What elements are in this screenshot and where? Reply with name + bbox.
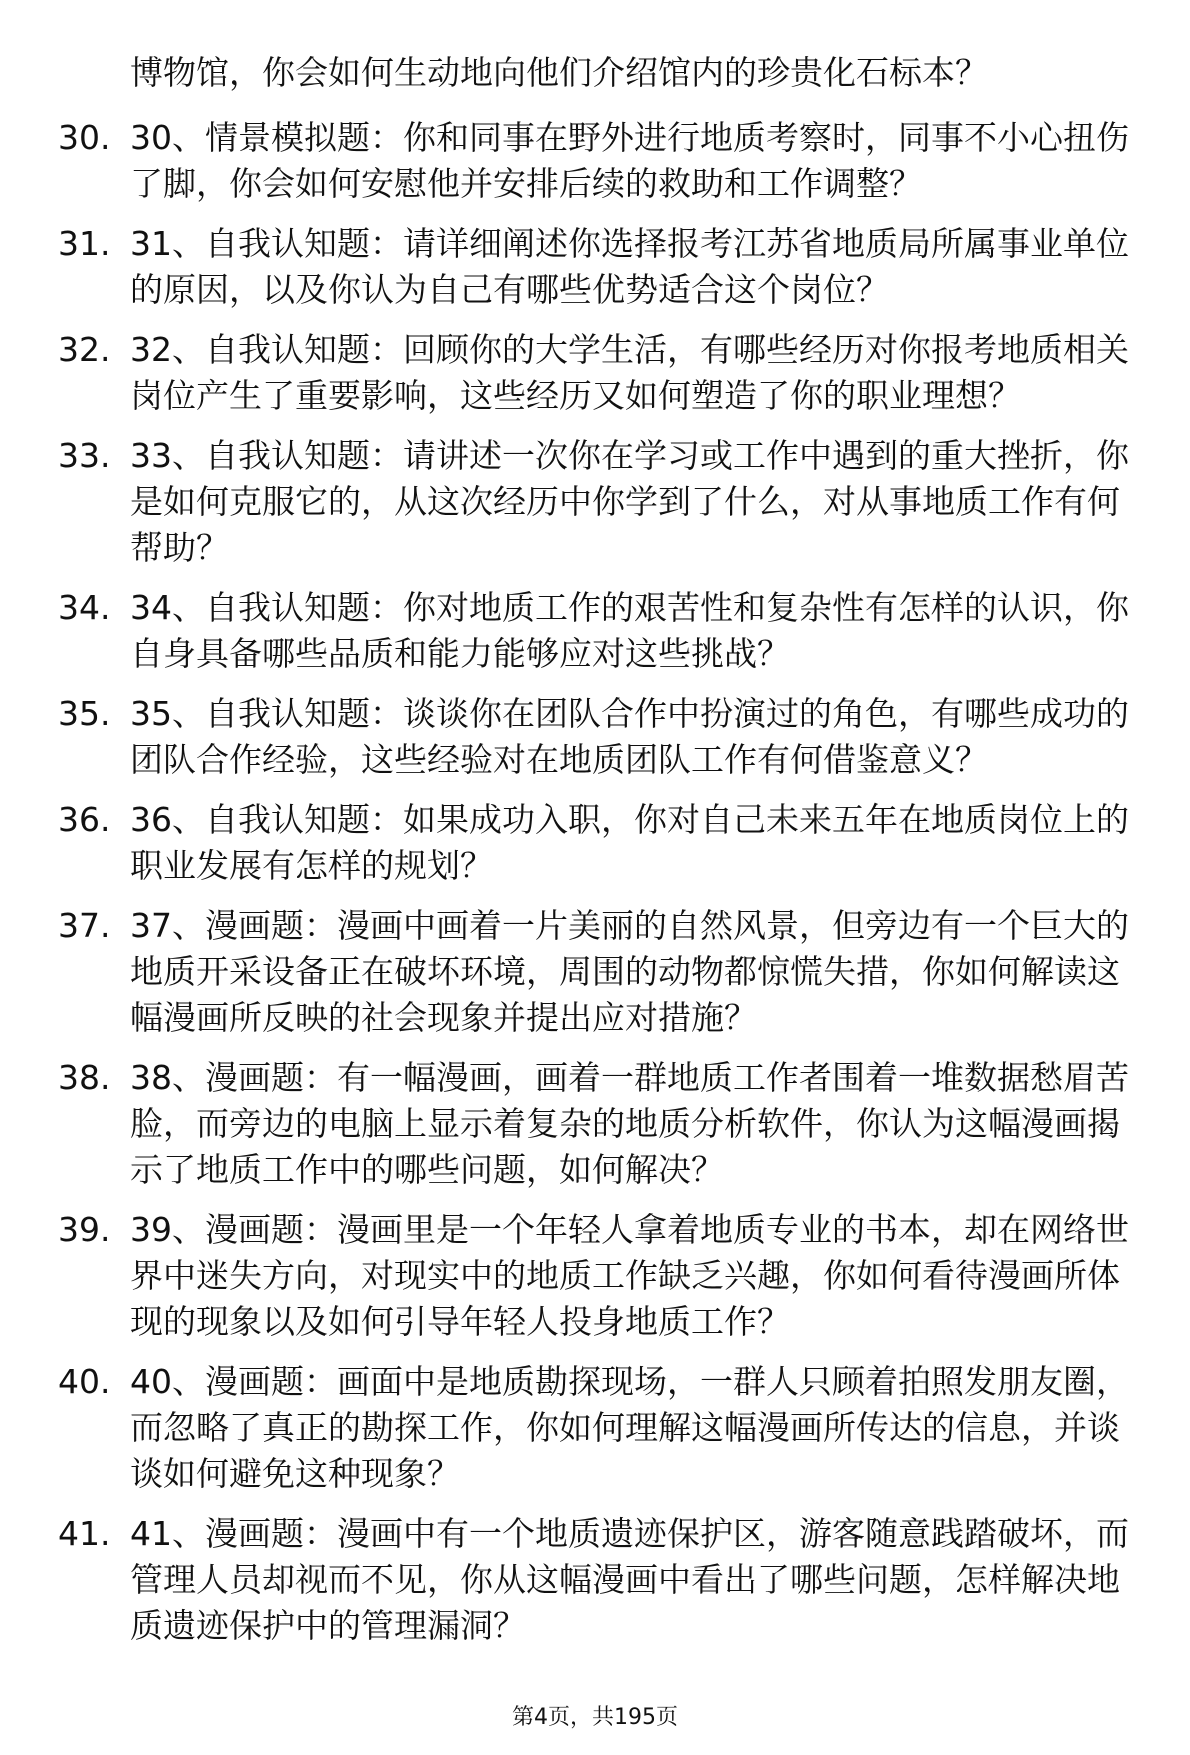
question-number: 35. bbox=[58, 694, 111, 733]
question-text: 33、自我认知题：请讲述一次你在学习或工作中遇到的重大挫折，你是如何克服它的，从这次经历中你学到了什么，对从事地质工作有何帮助？ bbox=[130, 436, 1129, 567]
question-text: 35、自我认知题：谈谈你在团队合作中扮演过的角色，有哪些成功的团队合作经验，这些经验对在地质团队工作有何借鉴意义？ bbox=[130, 694, 1129, 779]
question-item bbox=[0, 797, 1190, 889]
question-item bbox=[0, 585, 1190, 677]
question-item bbox=[0, 221, 1190, 313]
question-number: 40. bbox=[58, 1362, 111, 1401]
question-number: 33. bbox=[58, 436, 111, 475]
page-footer: 第4页，共195页 bbox=[512, 1705, 678, 1730]
question-text: 40、漫画题：画面中是地质勘探现场，一群人只顾着拍照发朋友圈，而忽略了真正的勘探工作，你如何理解这幅漫画所传达的信息，并谈谈如何避免这种现象？ bbox=[130, 1362, 1129, 1493]
question-text: 30、情景模拟题：你和同事在野外进行地质考察时，同事不小心扭伤了脚，你会如何安慰他并安排后续的救助和工作调整？ bbox=[130, 118, 1129, 203]
question-text: 41、漫画题：漫画中有一个地质遗迹保护区，游客随意践踏破坏，而管理人员却视而不见，你从这幅漫画中看出了哪些问题，怎样解决地质遗迹保护中的管理漏洞？ bbox=[130, 1514, 1129, 1645]
question-text: 37、漫画题：漫画中画着一片美丽的自然风景，但旁边有一个巨大的地质开采设备正在破坏环境，周围的动物都惊慌失措，你如何解读这幅漫画所反映的社会现象并提出应对措施？ bbox=[130, 906, 1129, 1037]
question-text: 34、自我认知题：你对地质工作的艰苦性和复杂性有怎样的认识，你自身具备哪些品质和能力能够应对这些挑战？ bbox=[130, 588, 1129, 673]
question-item bbox=[0, 1207, 1190, 1345]
question-number: 36. bbox=[58, 800, 111, 839]
question-item bbox=[0, 327, 1190, 419]
question-item bbox=[0, 903, 1190, 1041]
question-number: 34. bbox=[58, 588, 111, 627]
question-item bbox=[0, 115, 1190, 207]
question-list bbox=[0, 115, 1190, 1663]
question-item bbox=[0, 691, 1190, 783]
question-item bbox=[0, 433, 1190, 571]
question-number: 39. bbox=[58, 1210, 111, 1249]
continuation-text: 博物馆，你会如何生动地向他们介绍馆内的珍贵化石标本？ bbox=[130, 53, 988, 92]
question-number: 37. bbox=[58, 906, 111, 945]
question-number: 30. bbox=[58, 118, 111, 157]
question-number: 31. bbox=[58, 224, 111, 263]
question-number: 41. bbox=[58, 1514, 111, 1553]
question-text: 36、自我认知题：如果成功入职，你对自己未来五年在地质岗位上的职业发展有怎样的规划？ bbox=[130, 800, 1129, 885]
question-text: 39、漫画题：漫画里是一个年轻人拿着地质专业的书本，却在网络世界中迷失方向，对现实中的地质工作缺乏兴趣，你如何看待漫画所体现的现象以及如何引导年轻人投身地质工作？ bbox=[130, 1210, 1129, 1341]
question-number: 38. bbox=[58, 1058, 111, 1097]
question-item bbox=[0, 1359, 1190, 1497]
question-text: 32、自我认知题：回顾你的大学生活，有哪些经历对你报考地质相关岗位产生了重要影响，这些经历又如何塑造了你的职业理想？ bbox=[130, 330, 1129, 415]
question-text: 38、漫画题：有一幅漫画，画着一群地质工作者围着一堆数据愁眉苦脸，而旁边的电脑上显示着复杂的地质分析软件，你认为这幅漫画揭示了地质工作中的哪些问题，如何解决？ bbox=[130, 1058, 1129, 1189]
question-text: 31、自我认知题：请详细阐述你选择报考江苏省地质局所属事业单位的原因，以及你认为自己有哪些优势适合这个岗位？ bbox=[130, 224, 1129, 309]
question-item bbox=[0, 1511, 1190, 1649]
question-number: 32. bbox=[58, 330, 111, 369]
question-item bbox=[0, 1055, 1190, 1193]
